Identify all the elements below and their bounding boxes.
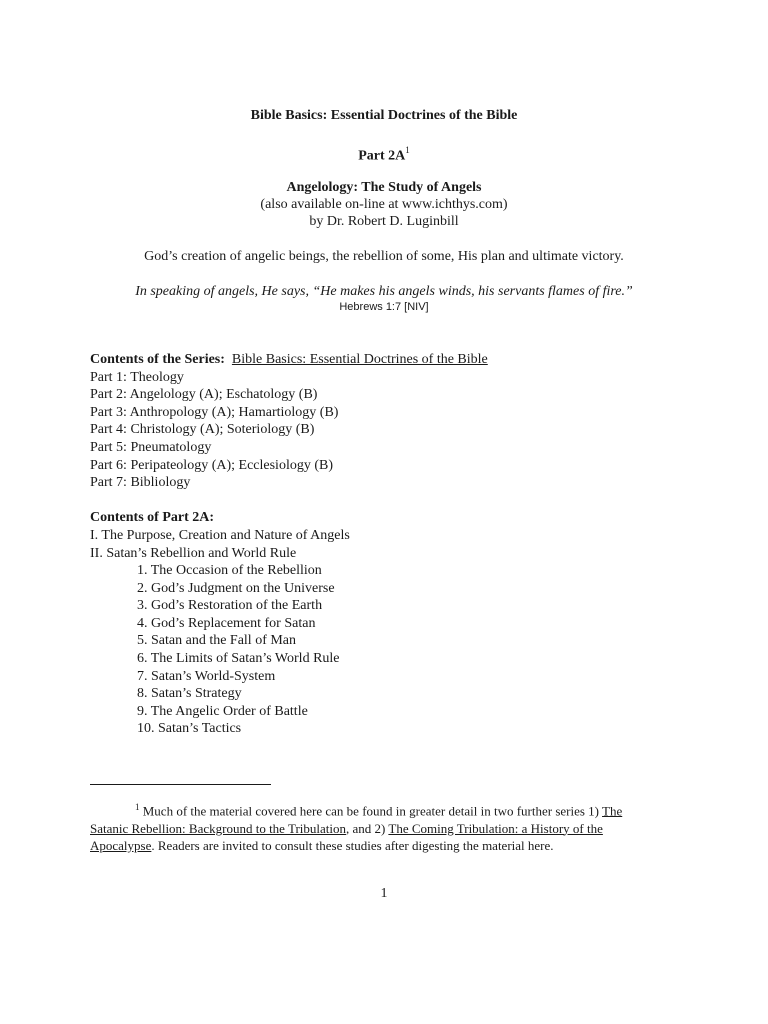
contents-sections	[90, 527, 350, 562]
contents-section-item: II. Satan’s Rebellion and World Rule	[90, 545, 297, 561]
footnote-separator	[90, 784, 271, 785]
series-part-item: Part 6: Peripateology (A); Ecclesiology (B)	[90, 457, 333, 473]
contents-subsection-item: 2. God’s Judgment on the Universe	[137, 580, 335, 596]
series-contents	[90, 351, 488, 492]
author-line: by Dr. Robert D. Luginbill	[309, 214, 459, 229]
contents-subsection-item: 7. Satan’s World-System	[137, 668, 276, 684]
part-heading	[0, 146, 768, 165]
contents-subsections	[137, 562, 340, 738]
epigraph-quote: In speaking of angels, He says, “He makes his angels winds, his servants flames of fire.”	[135, 284, 633, 299]
footnote-text: Much of the material covered here can be found in greater detail in two further series 1)	[139, 803, 603, 819]
footnote	[90, 799, 650, 854]
series-part-item: Part 4: Christology (A); Soteriology (B)	[90, 422, 315, 438]
contents-heading	[90, 509, 214, 527]
epigraph-reference: Hebrews 1:7 [NIV]	[339, 301, 429, 313]
contents-subsection-item: 10. Satan’s Tactics	[137, 721, 242, 737]
contents-subsection-item: 6. The Limits of Satan’s World Rule	[137, 650, 340, 666]
document-subtitle: Angelology: The Study of Angels	[286, 180, 482, 195]
footnote-reference[interactable]: 1	[405, 145, 410, 155]
page-number: 1	[380, 886, 388, 901]
series-part-item: Part 5: Pneumatology	[90, 439, 212, 455]
series-heading-line	[90, 351, 488, 369]
footnote-text: . Readers are invited to consult these studies after digesting the material here.	[151, 837, 554, 853]
document-title: Bible Basics: Essential Doctrines of the Bible	[250, 108, 518, 123]
contents-subsection-item: 8. Satan’s Strategy	[137, 686, 242, 702]
series-title-link[interactable]: Bible Basics: Essential Doctrines of the Bible	[231, 352, 488, 367]
footnote-mark: 1	[135, 802, 140, 812]
part-label: Part 2A	[358, 148, 406, 164]
footnote-link-coming-tribulation[interactable]: The Coming Tribulation: a History of the Apocalypse	[90, 820, 603, 853]
series-heading: Contents of the Series:	[90, 352, 225, 367]
contents-subsection-item: 9. The Angelic Order of Battle	[137, 703, 308, 719]
contents-heading-text: Contents of Part 2A:	[90, 510, 215, 525]
summary-line: God’s creation of angelic beings, the rebellion of some, His plan and ultimate victory.	[144, 249, 624, 264]
series-part-item: Part 7: Bibliology	[90, 475, 191, 491]
footnote-link-satanic-rebellion[interactable]: The Satanic Rebellion: Background to the Tribulation	[90, 803, 623, 836]
contents-subsection-item: 5. Satan and the Fall of Man	[137, 633, 297, 649]
footnote-indent	[90, 803, 135, 818]
contents-subsection-item: 1. The Occasion of the Rebellion	[137, 563, 322, 578]
contents-subsection-item: 4. God’s Replacement for Satan	[137, 615, 316, 631]
contents-section-item: I. The Purpose, Creation and Nature of Angels	[90, 528, 350, 543]
contents-subsection-item: 3. God’s Restoration of the Earth	[137, 598, 323, 614]
availability-note: (also available on-line at www.ichthys.com)	[260, 197, 508, 212]
footnote-text: , and 2)	[346, 820, 389, 836]
series-part-item: Part 1: Theology	[90, 369, 184, 385]
series-part-item: Part 3: Anthropology (A); Hamartiology (B)	[90, 404, 339, 420]
series-part-item: Part 2: Angelology (A); Eschatology (B)	[90, 387, 318, 403]
